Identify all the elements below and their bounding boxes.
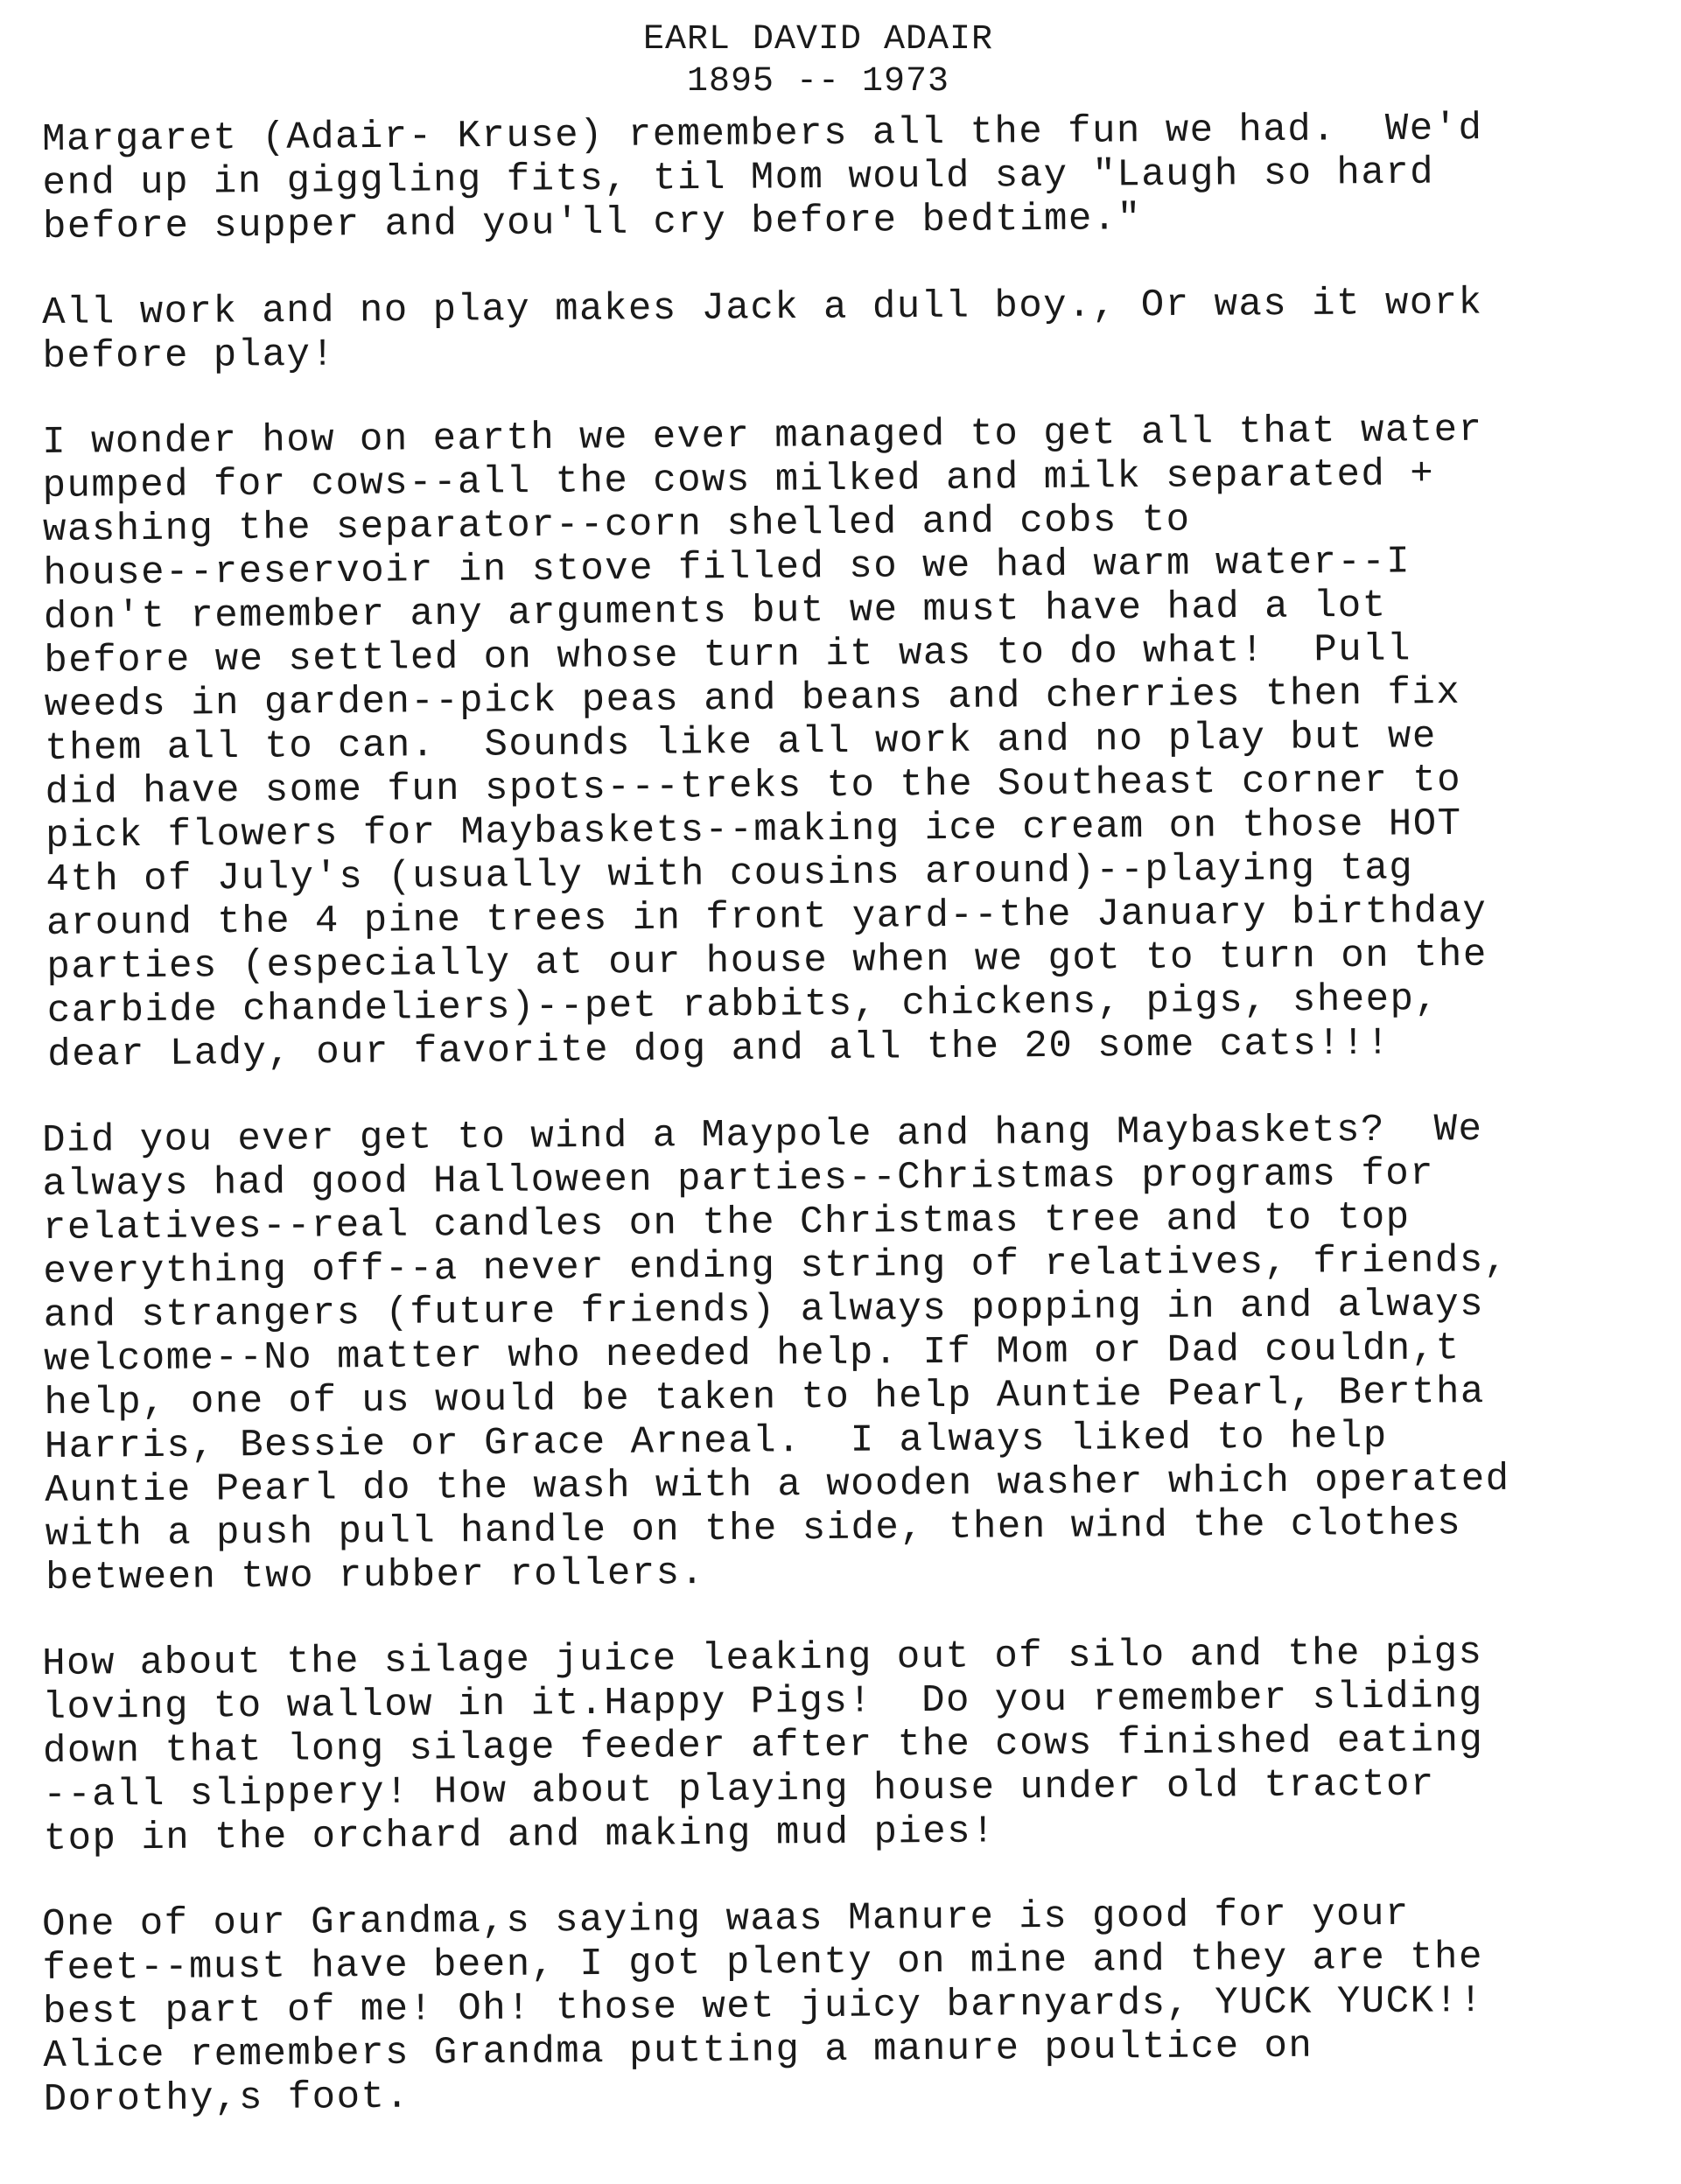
text-line: top in the orchard and making mud pies! [43,1810,997,1861]
paragraph-fun-memories [42,106,1644,249]
text-line: pick flowers for Maybaskets--making ice cream on those HOT [45,802,1462,858]
text-line: loving to wallow in it.Happy Pigs! Do you remember sliding [42,1675,1484,1730]
text-line: between two rubber rollers. [45,1551,705,1600]
text-line: weeds in garden--pick peas and beans and cherries then fix [44,670,1461,727]
text-line: don't remember any arguments but we must have had a lot [43,584,1387,640]
text-line: feet--must have been, I got plenty on mine and they are the [42,1936,1484,1991]
text-line: parties (especially at our house when we got to turn on the [46,933,1488,990]
text-line: Auntie Pearl do the wash with a wooden washer which operated [45,1457,1510,1513]
document-header [0,19,1636,103]
paragraph-silage-pigs [42,1630,1645,1861]
text-line: pumped for cows--all the cows milked and milk separated + [42,452,1435,508]
person-name: EARL DAVID ADAIR [642,20,994,60]
text-line: help, one of us would be taken to help Auntie Pearl, Bertha [44,1370,1486,1425]
paragraph-grandma-saying [42,1891,1645,2122]
text-line: One of our Grandma,s saying waas Manure is good for your [42,1892,1410,1947]
text-line: before we settled on whose turn it was to do what! Pull [44,627,1412,683]
text-line: down that long silage feeder after the cows finished eating [42,1718,1484,1774]
paragraph-work-play [42,280,1644,379]
text-line: Margaret (Adair- Kruse) remembers all the fun we had. We'd [42,107,1483,162]
text-line: around the 4 pine trees in front yard--the January birthday [46,889,1488,946]
text-line: before play! [42,332,336,379]
text-line: best part of me! Oh! those wet juicy barnyards, YUCK YUCK!! [42,1979,1484,2034]
text-line: --all slippery! How about playing house under old tractor [43,1762,1436,1817]
text-line: before supper and you'll cry before bedtime." [42,197,1142,249]
text-line: house--reservoir in stove filled so we had warm water--I [43,540,1411,596]
text-line: Harris, Bessie or Grace Arneal. I always liked to help [44,1414,1388,1469]
text-line: All work and no play makes Jack a dull boy., Or was it work [42,281,1483,335]
text-line: Did you ever get to wind a Maypole and hang Maybaskets? We [42,1108,1483,1163]
text-line: carbide chandeliers)--pet rabbits, chickens, pigs, sheep, [46,977,1439,1033]
text-line: I wonder how on earth we ever managed to get all that water [42,408,1483,465]
text-line: everything off--a never ending string of relatives, friends, [43,1238,1509,1294]
paragraph-maypole-holidays [42,1107,1647,1600]
text-line: dear Lady, our favorite dog and all the 20 some cats!!! [47,1021,1391,1077]
text-line: them all to can. Sounds like all work and no play but we [45,715,1437,771]
text-line: washing the separator--corn shelled and cobs to [42,498,1191,552]
text-line: did have some fun spots---treks to the Southeast corner to [45,758,1462,815]
text-line: 4th of July's (usually with cousins around)--playing tag [46,846,1414,902]
text-line: and strangers (future friends) always popping in and always [43,1283,1485,1338]
text-line: end up in giggling fits, til Mom would say "Laugh so hard [42,150,1435,206]
text-line: How about the silage juice leaking out of silo and the pigs [42,1631,1483,1686]
text-line: with a push pull handle on the side, then wind the clothes [45,1502,1462,1557]
text-line: always had good Halloween parties--Christmas programs for [42,1152,1435,1207]
text-line: Dorothy,s foot. [43,2075,410,2122]
paragraph-farm-chores [42,407,1649,1077]
text-line: welcome--No matter who needed help. If Mom or Dad couldn,t [43,1326,1460,1382]
life-years: 1895 -- 1973 [686,62,950,102]
text-line: relatives--real candles on the Christmas tree and to top [42,1195,1411,1250]
text-line: Alice remembers Grandma putting a manure poultice on [43,2024,1313,2078]
document-body [42,107,1643,2164]
